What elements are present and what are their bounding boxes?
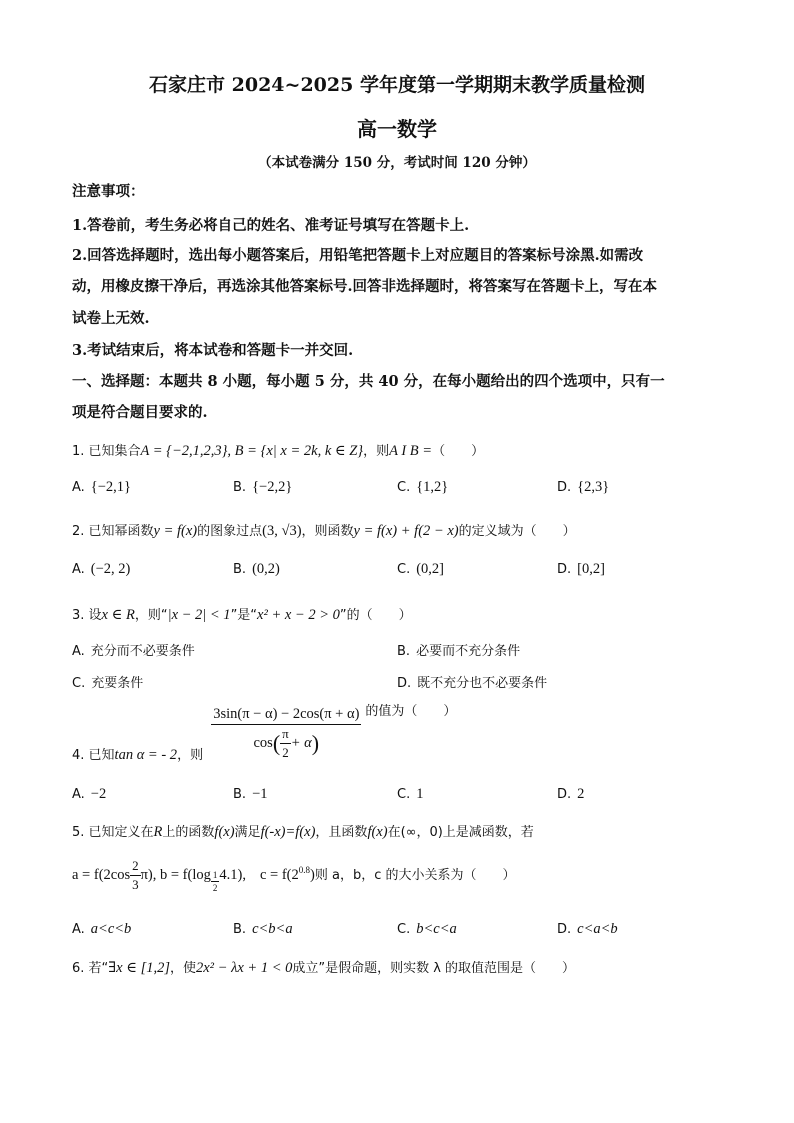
q1-option-a: A. {−2,1}: [72, 479, 132, 495]
q2-option-a: A. (−2, 2): [72, 561, 131, 577]
q6-stem: 6. 若“: [72, 961, 109, 976]
question-6: 6. 若“∃x ∈ [1,2]，使2x² − λx + 1 < 0成立”是假命题，则实数 λ 的取值范围是（ ）: [72, 960, 576, 976]
q1-then: ，则: [363, 444, 390, 459]
q3-condition-2: x² + x − 2 > 0: [257, 607, 340, 623]
q2-option-b: B. (0,2): [233, 561, 280, 577]
q2-option-d: D. [0,2]: [557, 561, 605, 577]
q1-sets-expression: A = {−2,1,2,3}, B = {x| x = 2k, k ∈ Z}: [140, 443, 364, 459]
q1-option-d: D. {2,3}: [557, 479, 610, 495]
q3-option-c: C. 充要条件: [72, 676, 144, 691]
q3-stem: 3. 设: [72, 608, 102, 623]
instruction-2-line-2: 动，用橡皮擦干净后，再选涂其他答案标号.回答非选择题时，将答案写在答题卡上，写在本: [72, 278, 658, 295]
section-1-heading-line-1: 一、选择题：本题共 8 小题，每小题 5 分，共 40 分，在每小题给出的四个选项中，只有一: [72, 373, 665, 390]
q5-option-a: A. a<c<b: [72, 921, 132, 937]
section-1-heading-line-2: 项是符合题目要求的.: [72, 404, 208, 421]
question-4: 4. 已知tan α = - 2，则 3sin(π − α) − 2cos(π + α) cos( $\frac{\pi}{2}$ + α) 的值为（ ）: [72, 704, 457, 763]
q4-denominator: cos( $\frac{\pi}{2}$ + α): [253, 726, 320, 760]
q1-option-c: C. {1,2}: [397, 479, 449, 495]
exam-subject: 高一数学: [357, 117, 437, 141]
q4-stem: 4. 已知: [72, 748, 115, 763]
question-1: [72, 440, 484, 460]
question-5-line-2: [72, 858, 515, 893]
q5-option-b: B. c<b<a: [233, 921, 293, 937]
q4-numerator: 3sin(π − α) − 2cos(π + α): [211, 706, 361, 725]
q3-option-a: A. 充分而不必要条件: [72, 644, 195, 659]
q4-given: tan α = - 2: [114, 747, 178, 763]
q5-option-c: C. b<c<a: [397, 921, 457, 937]
q2-stem: 2. 已知幂函数: [72, 524, 154, 539]
q5-a-expression: a = f(2cos $\frac{2}{3}$ π), b = f(log $\frac{1}{2}$ 4.1),: [72, 858, 246, 893]
q1-stem: 1. 已知集合: [72, 444, 141, 459]
q5-option-d: D. c<a<b: [557, 921, 618, 937]
instructions-heading: 注意事项：: [72, 183, 145, 200]
q3-option-d: D. 既不充分也不必要条件: [397, 676, 548, 691]
q5-stem: 5. 已知定义在: [72, 825, 154, 840]
q6-inequality: 2x² − λx + 1 < 0: [196, 960, 293, 976]
q3-option-b: B. 必要而不充分条件: [397, 644, 521, 659]
q1-option-b: B. {−2,2}: [233, 479, 293, 495]
q4-option-d: D. 2: [557, 786, 585, 802]
q6-exists: ∃x ∈ [1,2]: [108, 960, 170, 976]
q3-condition-1: |x − 2| < 1: [167, 607, 231, 623]
q2-option-c: C. (0,2]: [397, 561, 445, 577]
question-5-line-1: 5. 已知定义在R上的函数f(x)满足f(-x)=f(x)，且函数f(x)在(∞，0)上是减函数，若: [72, 824, 534, 840]
exam-title: 石家庄市 2024~2025 学年度第一学期期末教学质量检测: [149, 74, 645, 96]
q4-option-b: B. −1: [233, 786, 268, 802]
instruction-2-line-3: 试卷上无效.: [72, 310, 150, 327]
q2-function: y = f(x) + f(2 − x): [353, 523, 459, 539]
q2-point: (3, √3): [262, 523, 302, 539]
q1-blank: （ ）: [432, 444, 485, 459]
q5-question: 则 a，b，c 的大小关系为（ ）: [314, 867, 516, 883]
q4-option-a: A. −2: [72, 786, 107, 802]
question-3: 3. 设x ∈ R，则“|x − 2| < 1”是“x² + x − 2 > 0”的（ ）: [72, 607, 412, 623]
instruction-2-line-1: 2.回答选择题时，选出每小题答案后，用铅笔把答题卡上对应题目的答案标号涂黑.如需改: [72, 247, 644, 264]
question-2: 2. 已知幂函数y = f(x)的图象过点(3, √3)，则函数y = f(x) + f(2 − x)的定义域为（ ）: [72, 523, 576, 539]
q4-fraction: [211, 706, 361, 761]
instruction-1: 1.答卷前，考生务必将自己的姓名、准考证号填写在答题卡上.: [72, 217, 470, 234]
exam-note: （本试卷满分 150 分，考试时间 120 分钟）: [258, 155, 536, 171]
q4-option-c: C. 1: [397, 786, 424, 802]
q1-intersection: A I B =: [389, 443, 433, 459]
q5-c-expression: $c = f(2^{0.8})$: [259, 865, 315, 883]
instruction-3: 3.考试结束后，将本试卷和答题卡一并交回.: [72, 342, 354, 359]
q2-power-function: y = f(x): [153, 523, 198, 539]
